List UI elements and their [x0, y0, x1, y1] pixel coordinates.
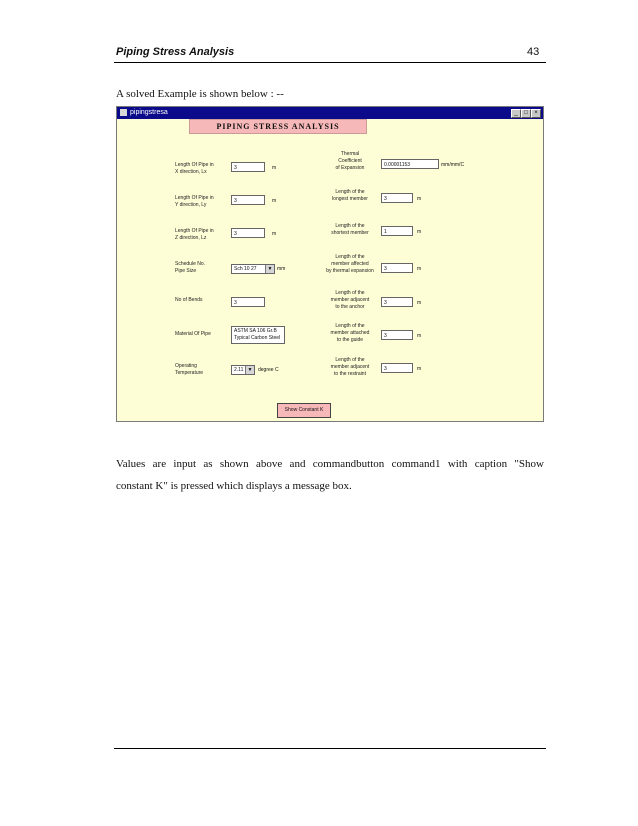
unit-length-z: m [272, 231, 277, 237]
label-thermal-member: Length of the member affected by thermal expansion [326, 254, 374, 274]
label-restraint-member: Length of the member adjacent to the restraint [330, 357, 370, 377]
window-title-bar [117, 107, 543, 119]
label-shortest-member: Length of the shortest member [331, 223, 369, 236]
longest-member-input[interactable]: 3 [381, 193, 413, 203]
unit-schedule: mm [277, 266, 286, 272]
page-number: 43 [527, 46, 540, 58]
unit-shortest-member: m [417, 229, 422, 235]
label-length-x: Length Of Pipe in X direction, Lx [175, 162, 214, 175]
header-rule [114, 62, 546, 63]
maximize-icon[interactable]: □ [521, 109, 531, 118]
unit-operating-temp: degree C [258, 367, 279, 373]
material-listbox[interactable] [231, 326, 285, 344]
chevron-down-icon[interactable]: ▼ [245, 366, 254, 374]
length-x-input[interactable]: 3 [231, 162, 265, 172]
label-material: Material Of Pipe [175, 331, 211, 337]
intro-text: A solved Example is shown below : -- [116, 88, 284, 100]
show-constant-k-button[interactable]: Show Constant K [277, 403, 331, 418]
bends-input[interactable]: 3 [231, 297, 265, 307]
label-longest-member: Length of the longest member [332, 189, 368, 202]
unit-longest-member: m [417, 196, 422, 202]
label-anchor-member: Length of the member adjacent to the anchor [330, 290, 370, 310]
schedule-select[interactable] [231, 264, 275, 274]
form-banner: PIPING STRESS ANALYSIS [189, 119, 367, 134]
running-header-title: Piping Stress Analysis [116, 46, 235, 58]
unit-length-y: m [272, 198, 277, 204]
label-guide-member: Length of the member attached to the guide [330, 323, 370, 343]
operating-temp-value: 2.11 [234, 367, 244, 373]
footer-rule [114, 748, 546, 749]
unit-thermal-member: m [417, 266, 422, 272]
material-option-2[interactable]: Typical Carbon Steel [234, 335, 281, 341]
app-window-screenshot [116, 106, 544, 422]
unit-thermal-coeff: mm/mm/C [441, 162, 465, 168]
minimize-icon[interactable]: _ [511, 109, 521, 118]
guide-member-input[interactable]: 3 [381, 330, 413, 340]
material-option-1[interactable]: ASTM SA 106 Gr.B [234, 328, 277, 334]
schedule-value: Sch 10 27 [234, 266, 257, 272]
restraint-member-input[interactable]: 3 [381, 363, 413, 373]
close-icon[interactable]: × [531, 109, 541, 118]
chevron-down-icon[interactable]: ▼ [265, 265, 274, 273]
thermal-coeff-input[interactable]: 0.00001153 [381, 159, 439, 169]
operating-temp-select[interactable] [231, 365, 255, 375]
paragraph-line-2: constant K" is pressed which displays a message box. [116, 480, 352, 492]
body-paragraph [116, 453, 544, 497]
paragraph-line-1: Values are input as shown above and commandbutton command1 with caption "Show [116, 458, 544, 470]
length-y-input[interactable]: 3 [231, 195, 265, 205]
unit-guide-member: m [417, 333, 422, 339]
unit-anchor-member: m [417, 300, 422, 306]
thermal-member-input[interactable]: 3 [381, 263, 413, 273]
unit-length-x: m [272, 165, 277, 171]
window-caption: pipingstresa [130, 109, 168, 116]
label-operating-temp: Operating Temperature [175, 363, 204, 376]
shortest-member-input[interactable]: 1 [381, 226, 413, 236]
length-z-input[interactable]: 3 [231, 228, 265, 238]
label-length-y: Length Of Pipe in Y direction, Ly [175, 195, 214, 208]
label-length-z: Length Of Pipe in Z direction, Lz [175, 228, 214, 241]
unit-restraint-member: m [417, 366, 422, 372]
label-thermal-coeff: Thermal Coefficient of Expansion [335, 151, 365, 171]
label-bends: No of Bends [175, 297, 203, 303]
label-schedule: Schedule No. Pipe Size [175, 261, 206, 274]
anchor-member-input[interactable]: 3 [381, 297, 413, 307]
app-icon [120, 109, 127, 116]
